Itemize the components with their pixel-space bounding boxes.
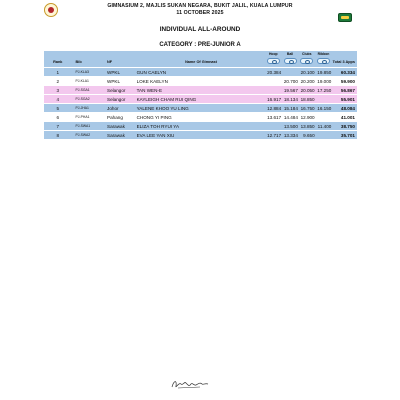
- col-rank-header: Rank: [53, 60, 63, 64]
- clubs-score-cell: 13.850: [300, 123, 315, 129]
- total-score-cell: 35.701: [340, 132, 355, 138]
- gymnast-name-cell: EVA LEE YAN XIU: [136, 132, 175, 138]
- rank-cell: 6: [56, 114, 60, 120]
- gymnast-name-cell: TAN WEN-E: [136, 87, 163, 93]
- bib-cell: PJ-SGA1: [75, 88, 90, 92]
- total-score-cell: 38.750: [340, 123, 355, 129]
- gymnast-name-cell: KAYLEIGH CHAM RUI QING: [136, 96, 197, 102]
- venue-line: GIMNASIUM 2, MAJLIS SUKAN NEGARA, BUKIT JALIL, KUALA LUMPUR: [107, 3, 293, 9]
- ball-score-cell: 14.484: [283, 114, 298, 120]
- rank-cell: 1: [56, 69, 60, 75]
- nf-cell: Pahang: [107, 114, 123, 120]
- bib-cell: PJ-PHA1: [75, 115, 90, 119]
- table-row: [44, 113, 357, 122]
- results-table: [44, 51, 357, 140]
- ball-score-cell: 13.334: [283, 132, 298, 138]
- total-score-cell: 41.001: [340, 114, 355, 120]
- date-line: 11 OCTOBER 2025: [176, 10, 224, 16]
- table-header-row: [44, 51, 357, 68]
- col-bib-header: Bib: [75, 60, 82, 64]
- clubs-score-cell: 18.850: [300, 96, 315, 102]
- clubs-icon: [300, 58, 313, 64]
- clubs-score-cell: 12.900: [300, 114, 315, 120]
- rank-cell: 3: [56, 87, 60, 93]
- col-ribbon-header: [316, 52, 333, 64]
- signature-icon: [170, 378, 210, 390]
- col-nf-header: NF: [107, 60, 113, 64]
- ribbon-score-cell: 17.250: [317, 87, 332, 93]
- ball-score-cell: 15.184: [283, 105, 298, 111]
- nf-cell: Sarawak: [107, 132, 125, 138]
- event-title: INDIVIDUAL ALL-AROUND: [159, 26, 241, 33]
- milo-logo-icon: [338, 13, 352, 22]
- col-clubs-header: [299, 52, 316, 64]
- ball-score-cell: 13.500: [283, 123, 298, 129]
- table-row: [44, 122, 357, 131]
- hoop-score-cell: 20.384: [267, 69, 282, 75]
- table-row: [44, 68, 357, 77]
- gymnast-name-cell: GUN CAELYN: [136, 69, 167, 75]
- table-row: [44, 104, 357, 113]
- rank-cell: 4: [56, 96, 60, 102]
- clubs-label: Clubs: [302, 52, 312, 56]
- clubs-score-cell: 16.750: [300, 105, 315, 111]
- ribbon-score-cell: 19.000: [317, 78, 332, 84]
- ribbon-icon: [317, 58, 330, 64]
- rank-cell: 7: [56, 123, 60, 129]
- col-hoop-header: [265, 52, 282, 64]
- total-score-cell: 59.900: [340, 78, 355, 84]
- ball-score-cell: 18.134: [283, 96, 298, 102]
- total-score-cell: 48.084: [340, 105, 355, 111]
- clubs-score-cell: 20.200: [300, 78, 315, 84]
- col-ball-header: [282, 52, 299, 64]
- ribbon-score-cell: 11.400: [317, 123, 332, 129]
- gymnast-name-cell: LOKE KAELYN: [136, 78, 168, 84]
- hoop-score-cell: 16.917: [267, 96, 282, 102]
- table-row: [44, 86, 357, 95]
- clubs-score-cell: 20.050: [300, 87, 315, 93]
- bib-cell: PJ-JHA1: [75, 106, 89, 110]
- rank-cell: 5: [56, 105, 60, 111]
- nf-cell: WPKL: [107, 69, 121, 75]
- gymnast-name-cell: YALENE KHOO YU LING: [136, 105, 189, 111]
- nf-cell: WPKL: [107, 78, 121, 84]
- bib-cell: PJ-SGA2: [75, 97, 90, 101]
- col-name-header: Name Of Gimnast: [185, 60, 217, 64]
- hoop-score-cell: 13.617: [267, 114, 282, 120]
- ball-score-cell: 20.700: [283, 78, 298, 84]
- hoop-score-cell: 12.884: [267, 105, 282, 111]
- ribbon-label: Ribbon: [317, 52, 330, 56]
- nf-cell: Sarawak: [107, 123, 125, 129]
- ribbon-score-cell: 19.850: [317, 69, 332, 75]
- nf-cell: Johor: [107, 105, 119, 111]
- bib-cell: PJ-KLA3: [75, 70, 89, 74]
- hoop-icon: [267, 58, 280, 64]
- col-total-header: Total 3 Apps: [332, 60, 355, 64]
- hoop-label: Hoop: [268, 52, 278, 56]
- bib-cell: PJ-SWA2: [75, 133, 91, 137]
- gymnast-name-cell: CHONG YI PING: [136, 114, 172, 120]
- nf-cell: Selangor: [107, 87, 126, 93]
- ribbon-score-cell: 16.150: [317, 105, 332, 111]
- hoop-score-cell: 12.717: [267, 132, 282, 138]
- ball-score-cell: 19.567: [283, 87, 298, 93]
- ball-label: Ball: [286, 52, 294, 56]
- ball-icon: [284, 58, 297, 64]
- total-score-cell: 56.867: [340, 87, 355, 93]
- bib-cell: PJ-KLA1: [75, 79, 89, 83]
- category-title: CATEGORY : PRE-JUNIOR A: [159, 42, 241, 48]
- rank-cell: 2: [56, 78, 60, 84]
- total-score-cell: 60.334: [340, 69, 355, 75]
- total-score-cell: 55.901: [340, 96, 355, 102]
- clubs-score-cell: 20.100: [300, 69, 315, 75]
- gymnast-name-cell: ELIZA TOH RYUI YA: [136, 123, 180, 129]
- table-row: [44, 131, 357, 140]
- nf-cell: Selangor: [107, 96, 126, 102]
- table-row: [44, 95, 357, 104]
- rank-cell: 8: [56, 132, 60, 138]
- clubs-score-cell: 9.650: [303, 132, 315, 138]
- bib-cell: PJ-SWA1: [75, 124, 91, 128]
- table-row: [44, 77, 357, 86]
